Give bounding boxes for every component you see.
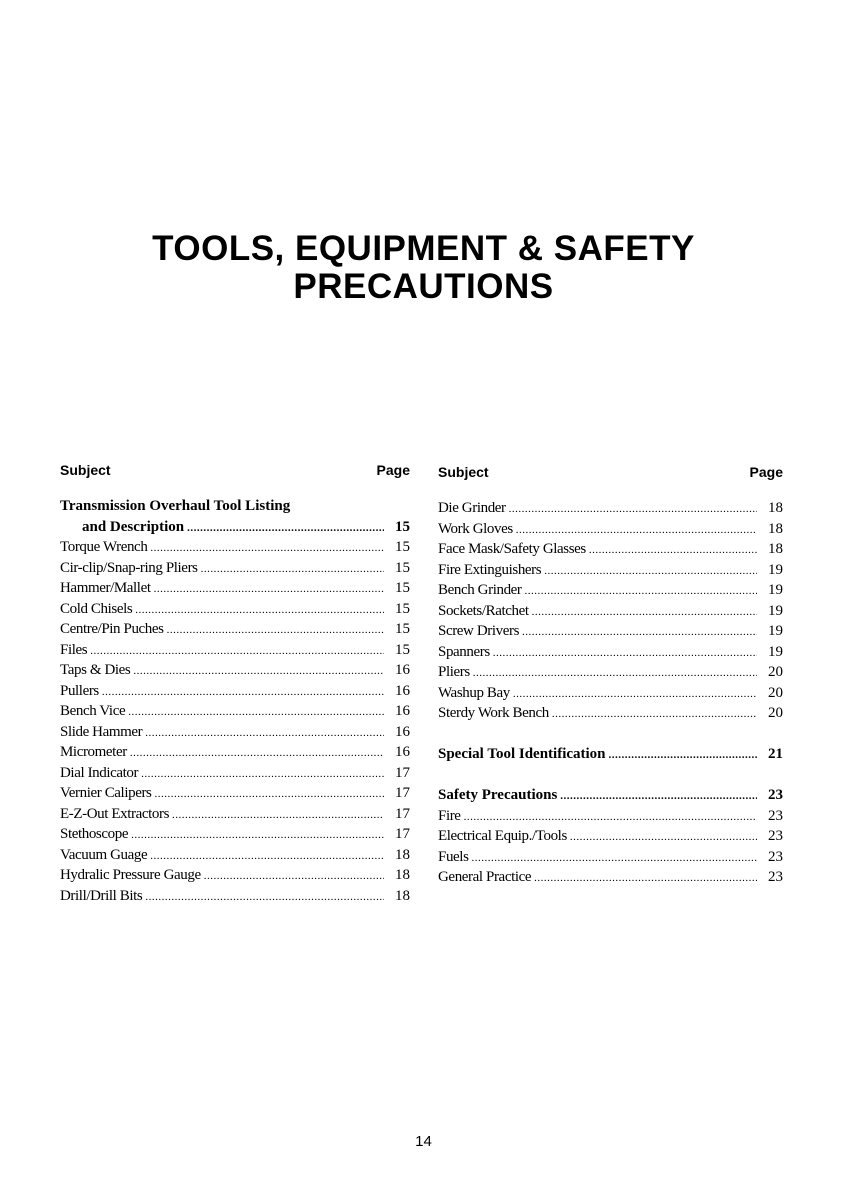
- toc-entry[interactable]: [60, 804, 410, 825]
- entry-label: Fuels: [438, 848, 469, 865]
- entry-label: Safety Precautions: [438, 787, 558, 803]
- page-header: Page: [749, 464, 783, 480]
- entry-label: Washup Bay: [438, 684, 510, 701]
- entry-label: General Practice: [438, 869, 532, 885]
- entry-page: 15: [395, 641, 410, 658]
- dot-leader: [513, 684, 757, 705]
- entry-page: 20: [768, 684, 783, 701]
- page-title: [0, 230, 847, 306]
- contents-column-left: [60, 458, 410, 906]
- toc-entry[interactable]: [438, 826, 783, 847]
- entry-label: Hydralic Pressure Gauge: [60, 867, 201, 883]
- toc-entry[interactable]: [438, 847, 783, 868]
- dot-leader: [141, 764, 384, 785]
- dot-leader: [145, 723, 384, 744]
- entry-page: 23: [768, 828, 783, 844]
- entry-label: Vacuum Guage: [60, 846, 148, 863]
- toc-entry[interactable]: [60, 783, 410, 804]
- toc-entry[interactable]: [60, 660, 410, 681]
- section-heading-entry[interactable]: [60, 517, 410, 538]
- entry-page: 19: [768, 602, 783, 619]
- dot-leader: [493, 643, 757, 664]
- column-header: [60, 458, 410, 478]
- toc-entry[interactable]: [438, 498, 783, 519]
- safety-precautions-entry[interactable]: [438, 785, 783, 806]
- toc-entry[interactable]: [60, 865, 410, 886]
- entry-label: Electrical Equip./Tools: [438, 828, 567, 844]
- entry-page: 17: [395, 785, 410, 801]
- toc-entry[interactable]: [60, 886, 410, 907]
- dot-leader: [150, 538, 384, 559]
- dot-leader: [570, 827, 757, 848]
- toc-entry[interactable]: [60, 578, 410, 599]
- entry-page: 21: [768, 746, 783, 762]
- entry-label: Slide Hammer: [60, 723, 143, 740]
- entry-label: Pullers: [60, 682, 99, 699]
- entry-label: Files: [60, 641, 88, 658]
- dot-leader: [589, 540, 757, 561]
- entry-label: and Description: [82, 518, 185, 535]
- entry-page: 18: [395, 887, 410, 904]
- entry-label: Fire: [438, 807, 461, 824]
- entry-page: 15: [395, 600, 410, 617]
- dot-leader: [522, 622, 757, 643]
- entry-label: Vernier Calipers: [60, 785, 152, 801]
- entry-page: 17: [395, 826, 410, 842]
- dot-leader: [509, 499, 757, 520]
- entry-page: 16: [395, 662, 410, 678]
- dot-leader: [90, 641, 384, 662]
- entry-label: Face Mask/Safety Glasses: [438, 541, 586, 557]
- dot-leader: [130, 743, 384, 764]
- dot-leader: [133, 661, 384, 682]
- entry-page: 17: [395, 805, 410, 822]
- entry-label: Spanners: [438, 643, 490, 660]
- entry-page: 15: [395, 518, 410, 535]
- toc-entry[interactable]: [60, 640, 410, 661]
- entry-page: 18: [395, 846, 410, 863]
- toc-entry[interactable]: [60, 701, 410, 722]
- entry-page: 18: [395, 867, 410, 883]
- entry-page: 16: [395, 744, 410, 760]
- entry-label: Screw Drivers: [438, 623, 520, 639]
- entry-page: 15: [395, 621, 410, 637]
- special-tool-entry[interactable]: [438, 744, 783, 765]
- toc-entry[interactable]: [438, 662, 783, 683]
- entry-page: 15: [395, 539, 410, 555]
- entry-page: 20: [768, 664, 783, 680]
- column-header: [438, 460, 783, 480]
- toc-entry[interactable]: [60, 845, 410, 866]
- entry-label: Cir-clip/Snap-ring Pliers: [60, 559, 198, 576]
- dot-leader: [609, 745, 757, 766]
- dot-leader: [131, 825, 384, 846]
- dot-leader: [187, 518, 384, 539]
- entry-label: Pliers: [438, 664, 470, 680]
- title-line-2: PRECAUTIONS: [293, 267, 554, 306]
- entry-page: 23: [768, 787, 783, 803]
- entry-page: 19: [768, 582, 783, 598]
- entry-label: Dial Indicator: [60, 764, 139, 781]
- toc-entry[interactable]: [60, 681, 410, 702]
- entry-page: 18: [768, 500, 783, 516]
- toc-entry[interactable]: [60, 558, 410, 579]
- subject-header: Subject: [438, 464, 489, 480]
- entry-page: 17: [395, 764, 410, 781]
- subject-header: Subject: [60, 462, 111, 478]
- dot-leader: [102, 682, 384, 703]
- entry-label: Stethoscope: [60, 826, 129, 842]
- toc-entry[interactable]: [60, 537, 410, 558]
- entry-page: 23: [768, 807, 783, 824]
- entry-page: 16: [395, 682, 410, 699]
- toc-entry[interactable]: [60, 742, 410, 763]
- toc-entry[interactable]: [438, 560, 783, 581]
- entry-page: 18: [768, 541, 783, 557]
- toc-entry[interactable]: [438, 806, 783, 827]
- entry-label: Torque Wrench: [60, 539, 148, 555]
- toc-entry[interactable]: [438, 601, 783, 622]
- entry-page: 15: [395, 559, 410, 576]
- dot-leader: [204, 866, 384, 887]
- entry-label: Bench Grinder: [438, 582, 522, 598]
- entry-page: 15: [395, 580, 410, 596]
- dot-leader: [532, 602, 757, 623]
- entry-page: 16: [395, 723, 410, 740]
- dot-leader: [154, 784, 384, 805]
- entry-label: Taps & Dies: [60, 662, 131, 678]
- dot-leader: [473, 663, 757, 684]
- toc-entry[interactable]: [438, 867, 783, 888]
- entry-page: 20: [768, 705, 783, 721]
- toc-entry[interactable]: [438, 580, 783, 601]
- entry-label: Cold Chisels: [60, 600, 133, 617]
- entry-label: Micrometer: [60, 744, 127, 760]
- entry-page: 16: [395, 703, 410, 719]
- entry-page: 19: [768, 643, 783, 660]
- entry-label: Sockets/Ratchet: [438, 602, 529, 619]
- entry-label: Die Grinder: [438, 500, 506, 516]
- entry-label: Sterdy Work Bench: [438, 705, 549, 721]
- dot-leader: [472, 848, 757, 869]
- entry-label: Bench Vice: [60, 703, 126, 719]
- toc-entry[interactable]: [60, 619, 410, 640]
- dot-leader: [516, 520, 757, 541]
- dot-leader: [534, 868, 757, 889]
- dot-leader: [552, 704, 757, 725]
- page-number: 14: [415, 1133, 432, 1150]
- entry-page: 23: [768, 848, 783, 865]
- dot-leader: [128, 702, 384, 723]
- entry-label: Hammer/Mallet: [60, 580, 151, 596]
- entry-page: 18: [768, 520, 783, 537]
- toc-entry[interactable]: [438, 519, 783, 540]
- dot-leader: [150, 846, 384, 867]
- section-heading: Transmission Overhaul Tool Listing: [60, 498, 291, 514]
- toc-entry[interactable]: [60, 763, 410, 784]
- toc-entry[interactable]: [60, 599, 410, 620]
- dot-leader: [172, 805, 384, 826]
- dot-leader: [154, 579, 384, 600]
- page-header: Page: [376, 462, 410, 478]
- entry-label: Drill/Drill Bits: [60, 887, 143, 904]
- entry-label: Special Tool Identification: [438, 746, 606, 762]
- entry-page: 19: [768, 623, 783, 639]
- entry-label: E-Z-Out Extractors: [60, 805, 170, 822]
- toc-entry[interactable]: [438, 703, 783, 724]
- dot-leader: [201, 559, 384, 580]
- dot-leader: [464, 807, 757, 828]
- toc-entry[interactable]: [438, 642, 783, 663]
- dot-leader: [167, 620, 384, 641]
- contents-column-right: [438, 458, 783, 888]
- entry-label: Fire Extinguishers: [438, 561, 542, 578]
- entry-label: Centre/Pin Puches: [60, 621, 164, 637]
- title-line-1: TOOLS, EQUIPMENT & SAFETY: [152, 229, 695, 268]
- toc-entry[interactable]: [438, 539, 783, 560]
- entry-page: 23: [768, 869, 783, 885]
- dot-leader: [560, 786, 757, 807]
- dot-leader: [135, 600, 384, 621]
- toc-entry[interactable]: [60, 722, 410, 743]
- toc-entry[interactable]: [438, 683, 783, 704]
- dot-leader: [544, 561, 757, 582]
- dot-leader: [525, 581, 757, 602]
- dot-leader: [145, 887, 384, 908]
- toc-entry[interactable]: [438, 621, 783, 642]
- entry-label: Work Gloves: [438, 520, 513, 537]
- entry-page: 19: [768, 561, 783, 578]
- toc-entry[interactable]: [60, 824, 410, 845]
